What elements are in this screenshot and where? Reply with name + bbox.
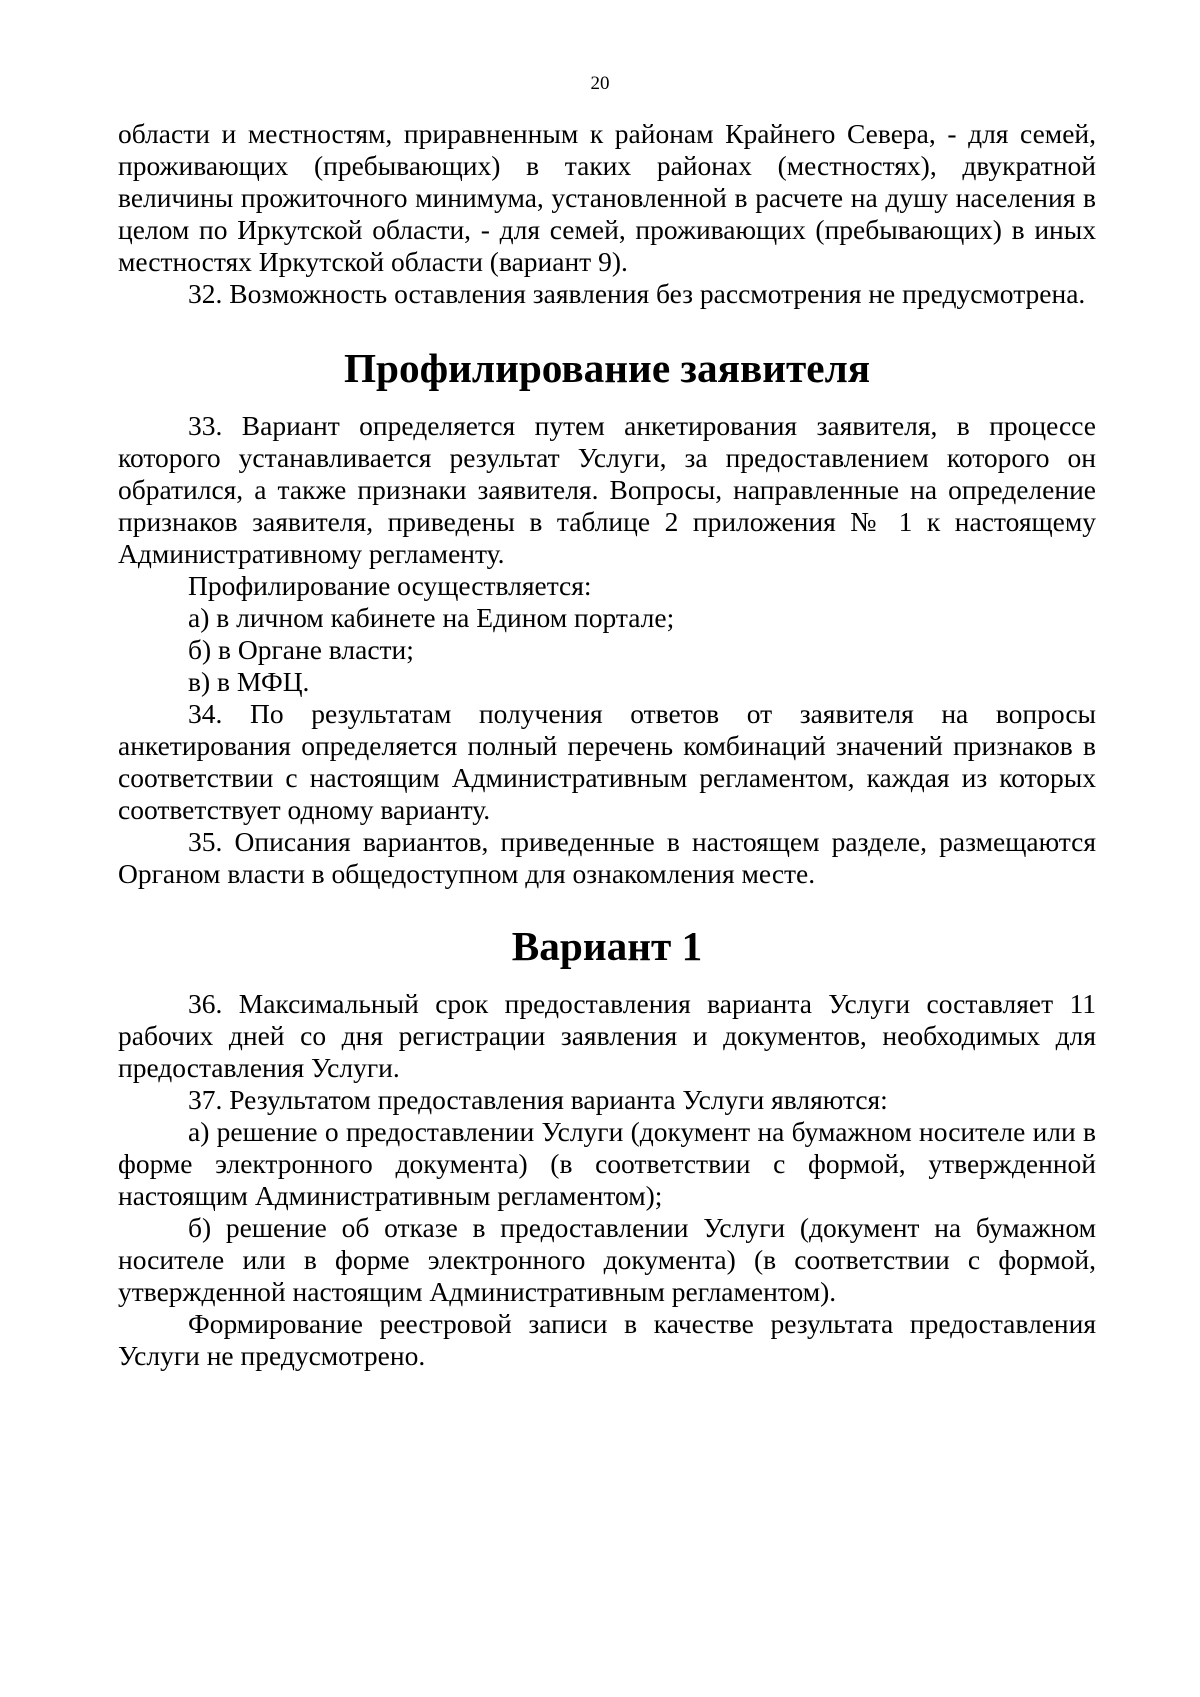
paragraph-36: 36. Максимальный срок предоставления варианта Услуги составляет 11 рабочих дней со дня регистрации заявления и документов, необходимых для предоставления Услуги. xyxy=(118,988,1096,1083)
paragraph-33: 33. Вариант определяется путем анкетирования заявителя, в процессе которого устанавливается результат Услуги, за предоставлением которого он обратился, а также признаки заявителя. Вопросы, направленные на определение признаков заявителя, приведены в таблице 2 приложения № 1 к настоящему Административному регламенту. xyxy=(118,410,1096,569)
paragraph-35: 35. Описания вариантов, приведенные в настоящем разделе, размещаются Органом власти в общедоступном для ознакомления месте. xyxy=(118,826,1096,889)
list-item-result-a: а) решение о предоставлении Услуги (документ на бумажном носителе или в форме электронного документа) (в соответствии с формой, утвержденной настоящим Административным регламентом); xyxy=(118,1116,1096,1211)
page-number: 20 xyxy=(590,73,610,94)
paragraph-34: 34. По результатам получения ответов от заявителя на вопросы анкетирования определяется полный перечень комбинаций значений признаков в соответствии с настоящим Административным регламентом, каждая из которых соответствует одному варианту. xyxy=(118,698,1096,825)
section-heading-variant-1: Вариант 1 xyxy=(511,923,703,969)
section-heading-profiling: Профилирование заявителя xyxy=(343,345,871,391)
list-item-result-b: б) решение об отказе в предоставлении Услуги (документ на бумажном носителе или в форме электронного документа) (в соответствии с формой, утвержденной настоящим Административным регламентом). xyxy=(118,1212,1096,1307)
list-item-c: в) в МФЦ. xyxy=(188,666,310,697)
paragraph-registry-note: Формирование реестровой записи в качестве результата предоставления Услуги не предусмотрено. xyxy=(118,1308,1096,1371)
list-item-a: а) в личном кабинете на Едином портале; xyxy=(188,602,675,633)
paragraph-37: 37. Результатом предоставления варианта Услуги являются: xyxy=(188,1084,888,1115)
list-item-b: б) в Органе власти; xyxy=(188,634,414,665)
paragraph-profiling-intro: Профилирование осуществляется: xyxy=(188,570,592,601)
document-body xyxy=(118,118,1096,1372)
paragraph-continuation: области и местностям, приравненным к районам Крайнего Севера, - для семей, проживающих (пребывающих) в таких районах (местностях), двукратной величины прожиточного минимума, установленной в расчете на душу населения в целом по Иркутской области, - для семей, проживающих (пребывающих) в иных местностях Иркутской области (вариант 9). xyxy=(118,118,1096,277)
paragraph-32: 32. Возможность оставления заявления без рассмотрения не предусмотрена. xyxy=(188,278,1086,309)
